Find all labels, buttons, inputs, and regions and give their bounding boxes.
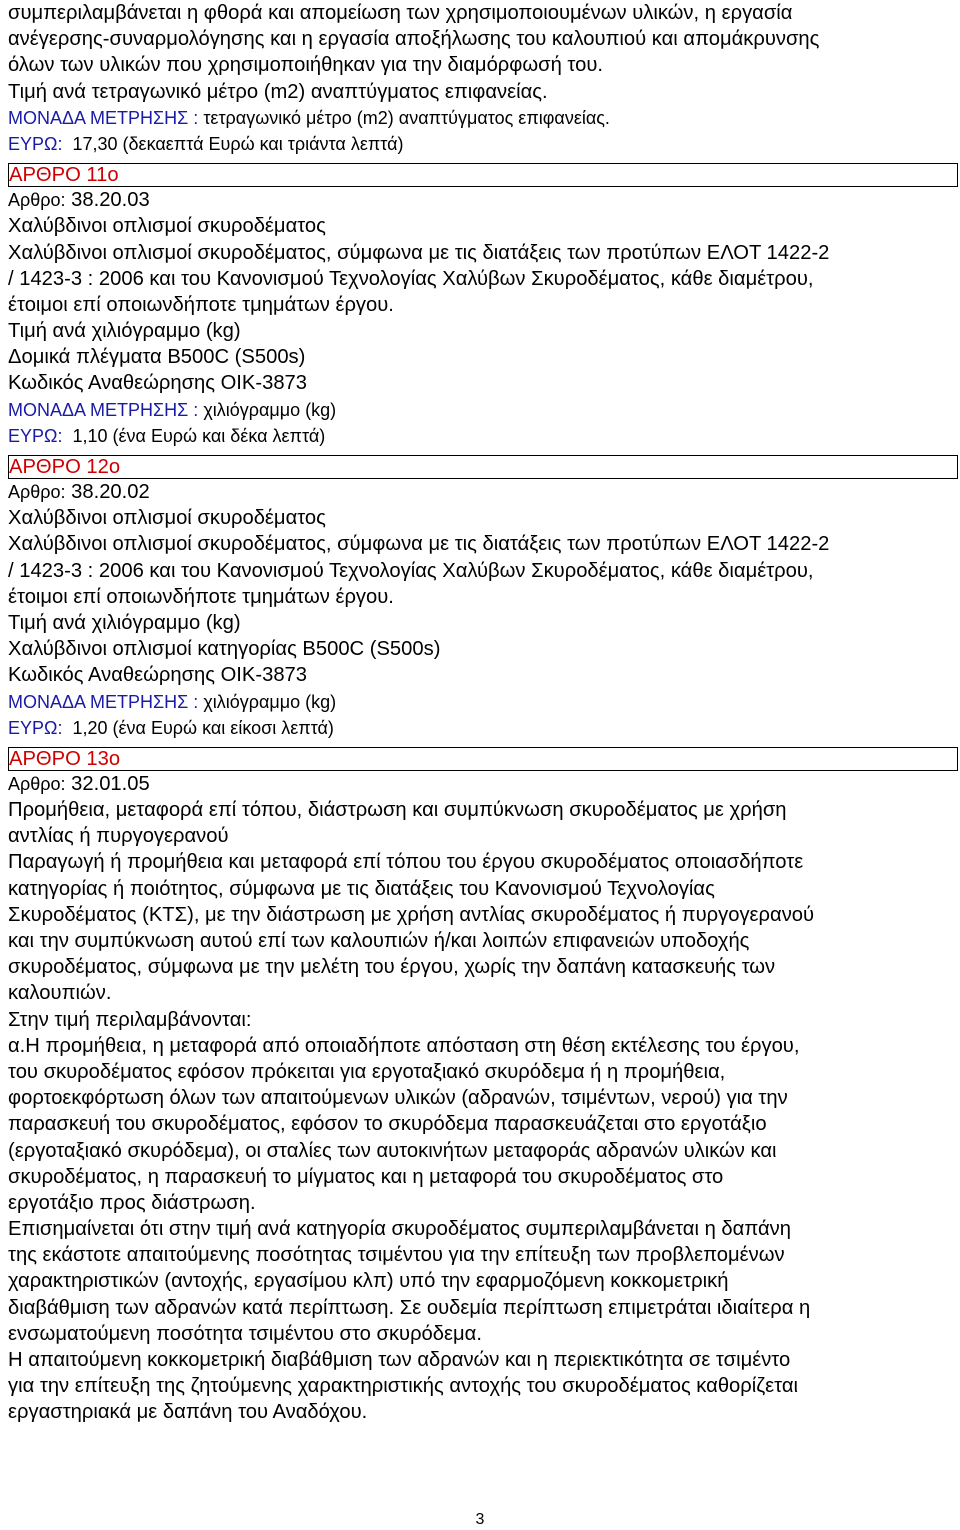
unit-value: χιλιόγραμμο (kg) xyxy=(203,691,337,712)
code-label: Αρθρο: xyxy=(8,773,66,794)
article-12-euro-row xyxy=(8,715,958,741)
article-13-body-line: παρασκευή του σκυροδέματος, εφόσον το σκυρόδεμα παρασκευάζεται στο εργοτάξιο xyxy=(8,1113,767,1136)
euro-value: 1,20 (ένα Ευρώ και είκοσι λεπτά) xyxy=(72,717,334,738)
article-12-desc-3: έτοιμοι επί οποιωνδήποτε τμημάτων έργου. xyxy=(8,585,394,608)
code-label: Αρθρο: xyxy=(8,482,66,502)
article-13-body-line: για την επίτευξη της ζητούμενης χαρακτηριστικής αντοχής του σκυροδέματος καθορίζεται xyxy=(8,1375,798,1398)
article-13-body-line: εργοτάξιο προς διάστρωση. xyxy=(8,1191,256,1214)
article-13-body-line: σκυροδέματος, η παρασκευή το μίγματος και η μεταφορά του σκυροδέματος στο xyxy=(8,1165,724,1188)
article-13-body-line: Σκυροδέματος (ΚΤΣ), με την διάστρωση με χρήση αντλίας σκυροδέματος ή πυργογερανού xyxy=(8,903,815,926)
article-13-body xyxy=(8,849,958,1425)
article-13-body-line: Επισημαίνεται ότι στην τιμή ανά κατηγορία σκυροδέματος συμπεριλαμβάνεται η δαπάνη xyxy=(8,1218,791,1241)
document-content xyxy=(8,0,958,1426)
article-13-body-line: κατηγορίας ή ποιότητος, σύμφωνα με τις διατάξεις του Κανονισμού Τεχνολογίας xyxy=(8,877,715,900)
article-11-desc-3: έτοιμοι επί οποιωνδήποτε τμημάτων έργου. xyxy=(8,293,394,316)
article-11-desc-2: / 1423-3 : 2006 και του Κανονισμού Τεχνολογίας Χαλύβων Σκυροδέματος, κάθε διαμέτρου, xyxy=(8,267,814,290)
unit-label: ΜΟΝΑΔΑ ΜΕΤΡΗΣΗΣ : xyxy=(8,399,199,420)
article-11-unit-row xyxy=(8,397,958,423)
code-value: 38.20.02 xyxy=(71,481,150,503)
article-11-desc-1: Χαλύβδινοι οπλισμοί σκυροδέματος, σύμφωνα με τις διατάξεις των προτύπων ΕΛΟΤ 1422-2 xyxy=(8,241,830,264)
article-13-body-line: καλουπιών. xyxy=(8,982,112,1005)
article-13-title-2: αντλίας ή πυργογερανού xyxy=(8,825,229,848)
code-label: Αρθρο: xyxy=(8,190,66,211)
article-12-code-row xyxy=(8,479,958,505)
article-13-title-1: Προμήθεια, μεταφορά επί τόπου, διάστρωση και συμπύκνωση σκυροδέματος με χρήση xyxy=(8,799,787,822)
article-13-body-line: χαρακτηριστικών (αντοχής, εργασίμου κλπ) υπό την εφαρμοζόμενη κοκκομετρική xyxy=(8,1270,729,1293)
article-11-code-row xyxy=(8,187,958,213)
article-11-euro-row xyxy=(8,423,958,449)
article-13-body-line: και την συμπύκνωση αυτού επί των καλουπιών ή/και λοιπών επιφανειών υποδοχής xyxy=(8,930,750,952)
article-13-body-line: Παραγωγή ή προμήθεια και μεταφορά επί τόπου του έργου σκυροδέματος οποιασδήποτε xyxy=(8,851,804,874)
article-12-material: Χαλύβδινοι οπλισμοί κατηγορίας B500C (S500s) xyxy=(8,638,441,661)
article-13-code-row xyxy=(8,771,958,797)
euro-label: ΕΥΡΩ: xyxy=(8,133,63,154)
article-12-revision-code: Κωδικός Αναθεώρησης ΟΙΚ-3873 xyxy=(8,664,307,687)
euro-label: ΕΥΡΩ: xyxy=(8,717,63,738)
article-heading-text: ΑΡΘΡΟ 13ο xyxy=(9,747,121,770)
article-13-heading xyxy=(8,747,958,771)
intro-euro-row xyxy=(8,131,958,157)
unit-label: ΜΟΝΑΔΑ ΜΕΤΡΗΣΗΣ : xyxy=(8,691,199,712)
article-13-body-line: α.Η προμήθεια, η μεταφορά από οποιαδήποτε απόσταση στη θέση εκτέλεσης του έργου, xyxy=(8,1034,800,1057)
article-11-material: Δομικά πλέγματα B500C (S500s) xyxy=(8,346,306,369)
unit-value: χιλιόγραμμο (kg) xyxy=(203,399,337,420)
article-13-body-line: Η απαιτούμενη κοκκομετρική διαβάθμιση των αδρανών και η περιεκτικότητα σε τσιμέντο xyxy=(8,1349,791,1371)
article-13-body-line: φορτοεκφόρτωση όλων των απαιτούμενων υλικών (αδρανών, τσιμέντων, νερού) για την xyxy=(8,1087,788,1110)
article-heading-text: ΑΡΘΡΟ 12ο xyxy=(9,456,121,478)
article-12-unit-row xyxy=(8,689,958,715)
code-value: 32.01.05 xyxy=(71,772,150,795)
article-11-heading xyxy=(8,163,958,187)
intro-line-2: ανέγερσης-συναρμολόγησης και η εργασία αποξήλωσης του καλουπιού και απομάκρυνσης xyxy=(8,28,820,51)
article-13-body-line: της εκάστοτε απαιτούμενης ποσότητας τσιμέντου για την επίτευξη των προβλεπομένων xyxy=(8,1244,785,1267)
article-12-desc-1: Χαλύβδινοι οπλισμοί σκυροδέματος, σύμφωνα με τις διατάξεις των προτύπων ΕΛΟΤ 1422-2 xyxy=(8,533,830,556)
article-13-body-line: διαβάθμιση των αδρανών κατά περίπτωση. Σε ουδεμία περίπτωση επιμετράται ιδιαίτερα η xyxy=(8,1296,811,1319)
article-13-body-line: Στην τιμή περιλαμβάνονται: xyxy=(8,1008,252,1031)
article-12-desc-2: / 1423-3 : 2006 και του Κανονισμού Τεχνολογίας Χαλύβων Σκυροδέματος, κάθε διαμέτρου, xyxy=(8,559,814,582)
intro-line-1: συμπεριλαμβάνεται η φθορά και απομείωση των χρησιμοποιουμένων υλικών, η εργασία xyxy=(8,2,793,24)
article-heading-text: ΑΡΘΡΟ 11ο xyxy=(9,164,119,187)
intro-unit-row xyxy=(8,105,958,131)
article-11-revision-code: Κωδικός Αναθεώρησης ΟΙΚ-3873 xyxy=(8,372,307,395)
intro-price-basis: Τιμή ανά τετραγωνικό μέτρο (m2) αναπτύγματος επιφανείας. xyxy=(8,80,548,103)
article-13-body-line: σκυροδέματος, σύμφωνα με την μελέτη του έργου, χωρίς την δαπάνη κατασκευής των xyxy=(8,956,776,979)
euro-value: 17,30 (δεκαεπτά Ευρώ και τριάντα λεπτά) xyxy=(72,133,404,154)
article-11-title: Χαλύβδινοι οπλισμοί σκυροδέματος xyxy=(8,215,326,238)
article-13-body-line: εργαστηριακά με δαπάνη του Αναδόχου. xyxy=(8,1401,368,1424)
article-12-heading xyxy=(8,455,958,479)
article-12-price-basis: Τιμή ανά χιλιόγραμμο (kg) xyxy=(8,611,241,634)
article-13-body-line: (εργοταξιακό σκυρόδεμα), οι σταλίες των αυτοκινήτων μεταφοράς αδρανών υλικών και xyxy=(8,1139,777,1162)
article-11-price-basis: Τιμή ανά χιλιόγραμμο (kg) xyxy=(8,320,241,343)
unit-value: τετραγωνικό μέτρο (m2) αναπτύγματος επιφανείας. xyxy=(203,107,610,128)
article-13-body-line: του σκυροδέματος εφόσον πρόκειται για εργοταξιακό σκυρόδεμα ή η προμήθεια, xyxy=(8,1060,726,1083)
article-12-title: Χαλύβδινοι οπλισμοί σκυροδέματος xyxy=(8,507,326,530)
euro-value: 1,10 (ένα Ευρώ και δέκα λεπτά) xyxy=(72,425,326,446)
intro-line-3: όλων των υλικών που χρησιμοποιήθηκαν για την διαμόρφωσή του. xyxy=(8,54,603,77)
page-number: 3 xyxy=(475,1511,485,1528)
article-13-body-line: ενσωματούμενη ποσότητα τσιμέντου στο σκυρόδεμα. xyxy=(8,1322,482,1345)
code-value: 38.20.03 xyxy=(71,189,150,212)
unit-label: ΜΟΝΑΔΑ ΜΕΤΡΗΣΗΣ : xyxy=(8,107,199,128)
euro-label: ΕΥΡΩ: xyxy=(8,425,63,446)
